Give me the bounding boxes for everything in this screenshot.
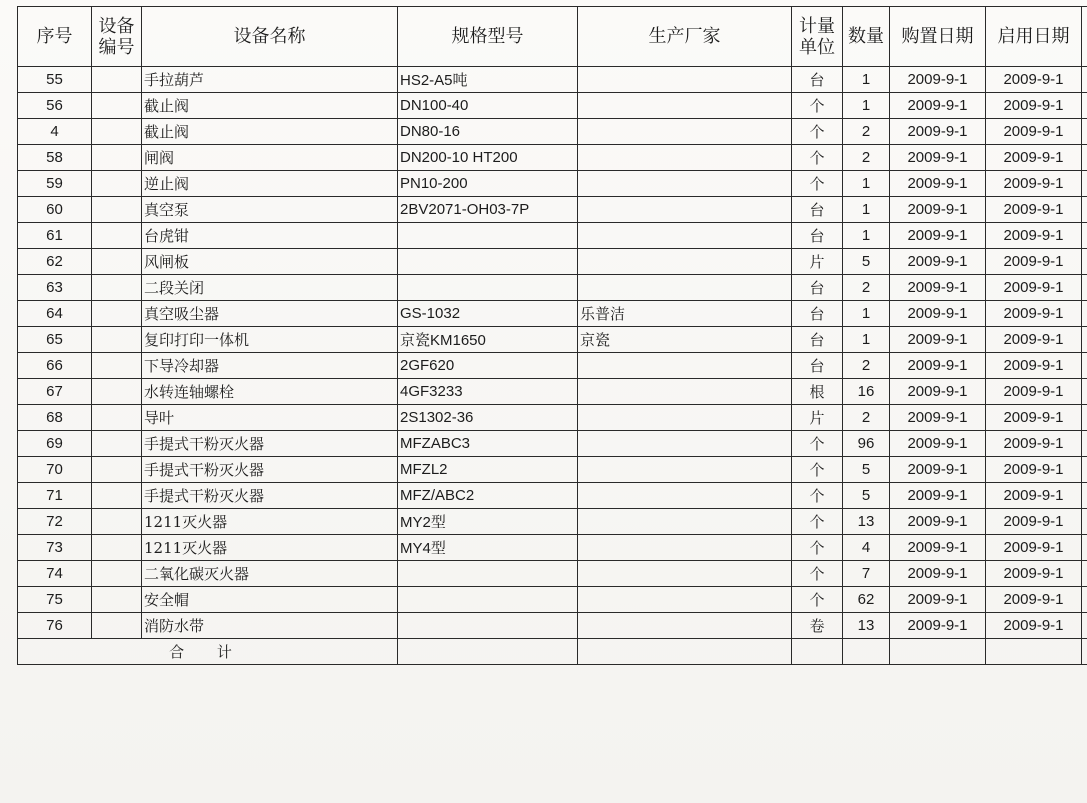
row-maker-cell	[578, 509, 792, 535]
row-cut-cell	[1082, 483, 1087, 509]
row-unit-cell: 根	[792, 379, 843, 405]
header-unit: 计量单位	[792, 7, 843, 67]
row-maker-cell	[578, 275, 792, 301]
table-row	[18, 93, 1087, 119]
row-purchase-date-cell: 2009-9-1	[890, 67, 986, 93]
table-row	[18, 145, 1087, 171]
row-cut-cell	[1082, 171, 1087, 197]
row-model-cell: HS2-A5吨	[398, 67, 578, 93]
row-start-date-cell: 2009-9-1	[986, 223, 1082, 249]
row-cut-cell	[1082, 431, 1087, 457]
row-code-cell	[92, 93, 142, 119]
row-name-cell: 手拉葫芦	[142, 67, 398, 93]
row-name-cell: 1211灭火器	[142, 535, 398, 561]
row-start-date-cell: 2009-9-1	[986, 93, 1082, 119]
row-unit-cell: 个	[792, 561, 843, 587]
row-seq-cell: 63	[18, 275, 92, 301]
row-cut-cell	[1082, 613, 1087, 639]
table-row	[18, 405, 1087, 431]
header-quantity: 数量	[843, 7, 890, 67]
row-start-date-cell: 2009-9-1	[986, 561, 1082, 587]
row-unit-cell: 个	[792, 93, 843, 119]
row-name-cell: 真空泵	[142, 197, 398, 223]
row-name-cell: 消防水带	[142, 613, 398, 639]
row-model-cell	[398, 587, 578, 613]
row-code-cell	[92, 327, 142, 353]
row-cut-cell	[1082, 509, 1087, 535]
row-seq-cell: 70	[18, 457, 92, 483]
row-code-cell	[92, 301, 142, 327]
row-seq-cell: 66	[18, 353, 92, 379]
row-model-cell: MY4型	[398, 535, 578, 561]
row-code-cell	[92, 483, 142, 509]
table-row	[18, 431, 1087, 457]
table-body	[18, 67, 1087, 665]
row-unit-cell: 台	[792, 67, 843, 93]
row-qty-cell: 2	[843, 119, 890, 145]
row-unit-cell: 个	[792, 431, 843, 457]
row-model-cell: DN100-40	[398, 93, 578, 119]
row-qty-cell: 4	[843, 535, 890, 561]
row-maker-cell	[578, 457, 792, 483]
table-row	[18, 67, 1087, 93]
total-row	[18, 639, 1087, 665]
row-code-cell	[92, 171, 142, 197]
row-qty-cell: 62	[843, 587, 890, 613]
row-unit-cell: 卷	[792, 613, 843, 639]
row-cut-cell	[1082, 327, 1087, 353]
row-name-cell: 导叶	[142, 405, 398, 431]
total-unit-cell	[792, 639, 843, 665]
row-qty-cell: 13	[843, 509, 890, 535]
row-unit-cell: 个	[792, 535, 843, 561]
row-purchase-date-cell: 2009-9-1	[890, 483, 986, 509]
row-maker-cell	[578, 145, 792, 171]
row-code-cell	[92, 197, 142, 223]
row-unit-cell: 个	[792, 457, 843, 483]
row-qty-cell: 7	[843, 561, 890, 587]
row-code-cell	[92, 613, 142, 639]
table-row	[18, 353, 1087, 379]
row-seq-cell: 58	[18, 145, 92, 171]
table-row	[18, 275, 1087, 301]
equipment-inventory-table	[17, 6, 1087, 665]
row-model-cell: 京瓷KM1650	[398, 327, 578, 353]
row-cut-cell	[1082, 275, 1087, 301]
row-purchase-date-cell: 2009-9-1	[890, 613, 986, 639]
row-seq-cell: 73	[18, 535, 92, 561]
row-maker-cell	[578, 93, 792, 119]
row-code-cell	[92, 275, 142, 301]
row-cut-cell	[1082, 587, 1087, 613]
row-model-cell: MFZABC3	[398, 431, 578, 457]
row-purchase-date-cell: 2009-9-1	[890, 327, 986, 353]
row-name-cell: 水转连轴螺栓	[142, 379, 398, 405]
row-maker-cell	[578, 535, 792, 561]
row-seq-cell: 59	[18, 171, 92, 197]
row-seq-cell: 64	[18, 301, 92, 327]
row-unit-cell: 个	[792, 119, 843, 145]
row-purchase-date-cell: 2009-9-1	[890, 197, 986, 223]
row-code-cell	[92, 353, 142, 379]
row-qty-cell: 1	[843, 327, 890, 353]
row-maker-cell	[578, 613, 792, 639]
table-row	[18, 249, 1087, 275]
row-cut-cell	[1082, 197, 1087, 223]
row-code-cell	[92, 561, 142, 587]
row-maker-cell	[578, 561, 792, 587]
row-qty-cell: 2	[843, 145, 890, 171]
row-seq-cell: 60	[18, 197, 92, 223]
row-start-date-cell: 2009-9-1	[986, 613, 1082, 639]
total-start-cell	[986, 639, 1082, 665]
row-start-date-cell: 2009-9-1	[986, 301, 1082, 327]
row-cut-cell	[1082, 145, 1087, 171]
row-start-date-cell: 2009-9-1	[986, 483, 1082, 509]
table-row	[18, 119, 1087, 145]
row-model-cell	[398, 249, 578, 275]
row-maker-cell	[578, 223, 792, 249]
row-maker-cell: 京瓷	[578, 327, 792, 353]
row-maker-cell	[578, 431, 792, 457]
row-unit-cell: 台	[792, 197, 843, 223]
row-model-cell	[398, 561, 578, 587]
row-seq-cell: 65	[18, 327, 92, 353]
row-seq-cell: 56	[18, 93, 92, 119]
row-name-cell: 截止阀	[142, 119, 398, 145]
row-maker-cell	[578, 197, 792, 223]
row-seq-cell: 68	[18, 405, 92, 431]
row-code-cell	[92, 67, 142, 93]
row-start-date-cell: 2009-9-1	[986, 353, 1082, 379]
row-model-cell: MY2型	[398, 509, 578, 535]
row-code-cell	[92, 249, 142, 275]
row-start-date-cell: 2009-9-1	[986, 171, 1082, 197]
row-cut-cell	[1082, 379, 1087, 405]
row-name-cell: 真空吸尘器	[142, 301, 398, 327]
row-cut-cell	[1082, 93, 1087, 119]
row-purchase-date-cell: 2009-9-1	[890, 93, 986, 119]
row-seq-cell: 76	[18, 613, 92, 639]
row-seq-cell: 67	[18, 379, 92, 405]
header-cut-column	[1082, 7, 1087, 67]
row-purchase-date-cell: 2009-9-1	[890, 431, 986, 457]
row-purchase-date-cell: 2009-9-1	[890, 249, 986, 275]
row-code-cell	[92, 145, 142, 171]
row-purchase-date-cell: 2009-9-1	[890, 119, 986, 145]
row-model-cell: 4GF3233	[398, 379, 578, 405]
row-name-cell: 二氧化碳灭火器	[142, 561, 398, 587]
row-purchase-date-cell: 2009-9-1	[890, 275, 986, 301]
table-row	[18, 509, 1087, 535]
row-cut-cell	[1082, 301, 1087, 327]
row-qty-cell: 1	[843, 301, 890, 327]
row-qty-cell: 2	[843, 275, 890, 301]
table-row	[18, 587, 1087, 613]
table-row	[18, 171, 1087, 197]
row-purchase-date-cell: 2009-9-1	[890, 587, 986, 613]
row-cut-cell	[1082, 67, 1087, 93]
row-purchase-date-cell: 2009-9-1	[890, 457, 986, 483]
row-model-cell	[398, 275, 578, 301]
row-unit-cell: 个	[792, 509, 843, 535]
header-start-date: 启用日期	[986, 7, 1082, 67]
row-qty-cell: 5	[843, 457, 890, 483]
row-maker-cell	[578, 171, 792, 197]
row-purchase-date-cell: 2009-9-1	[890, 171, 986, 197]
row-seq-cell: 62	[18, 249, 92, 275]
total-label: 合 计	[18, 639, 398, 665]
row-model-cell: GS-1032	[398, 301, 578, 327]
row-unit-cell: 台	[792, 327, 843, 353]
row-qty-cell: 2	[843, 353, 890, 379]
row-qty-cell: 5	[843, 249, 890, 275]
total-model-cell	[398, 639, 578, 665]
header-equipment-name: 设备名称	[142, 7, 398, 67]
row-start-date-cell: 2009-9-1	[986, 457, 1082, 483]
row-model-cell: 2S1302-36	[398, 405, 578, 431]
row-start-date-cell: 2009-9-1	[986, 119, 1082, 145]
row-purchase-date-cell: 2009-9-1	[890, 301, 986, 327]
row-name-cell: 复印打印一体机	[142, 327, 398, 353]
row-start-date-cell: 2009-9-1	[986, 379, 1082, 405]
row-maker-cell	[578, 119, 792, 145]
table-row	[18, 379, 1087, 405]
table-row	[18, 535, 1087, 561]
row-model-cell	[398, 223, 578, 249]
row-qty-cell: 1	[843, 67, 890, 93]
row-name-cell: 逆止阀	[142, 171, 398, 197]
row-maker-cell	[578, 379, 792, 405]
row-seq-cell: 69	[18, 431, 92, 457]
row-name-cell: 手提式干粉灭火器	[142, 483, 398, 509]
row-unit-cell: 个	[792, 483, 843, 509]
header-purchase-date: 购置日期	[890, 7, 986, 67]
row-seq-cell: 71	[18, 483, 92, 509]
row-seq-cell: 61	[18, 223, 92, 249]
row-name-cell: 二段关闭	[142, 275, 398, 301]
row-name-cell: 1211灭火器	[142, 509, 398, 535]
row-maker-cell	[578, 587, 792, 613]
row-cut-cell	[1082, 249, 1087, 275]
row-name-cell: 闸阀	[142, 145, 398, 171]
row-code-cell	[92, 509, 142, 535]
row-code-cell	[92, 431, 142, 457]
table-row	[18, 613, 1087, 639]
table-row	[18, 223, 1087, 249]
row-unit-cell: 台	[792, 301, 843, 327]
row-start-date-cell: 2009-9-1	[986, 197, 1082, 223]
row-cut-cell	[1082, 405, 1087, 431]
row-start-date-cell: 2009-9-1	[986, 405, 1082, 431]
row-unit-cell: 台	[792, 353, 843, 379]
row-seq-cell: 72	[18, 509, 92, 535]
row-model-cell: DN80-16	[398, 119, 578, 145]
row-seq-cell: 74	[18, 561, 92, 587]
row-purchase-date-cell: 2009-9-1	[890, 405, 986, 431]
total-qty-cell	[843, 639, 890, 665]
row-purchase-date-cell: 2009-9-1	[890, 561, 986, 587]
row-start-date-cell: 2009-9-1	[986, 509, 1082, 535]
row-maker-cell: 乐普洁	[578, 301, 792, 327]
row-name-cell: 截止阀	[142, 93, 398, 119]
table-row	[18, 301, 1087, 327]
total-cut-cell	[1082, 639, 1087, 665]
row-purchase-date-cell: 2009-9-1	[890, 509, 986, 535]
row-seq-cell: 75	[18, 587, 92, 613]
row-maker-cell	[578, 405, 792, 431]
row-name-cell: 台虎钳	[142, 223, 398, 249]
row-name-cell: 手提式干粉灭火器	[142, 431, 398, 457]
row-code-cell	[92, 535, 142, 561]
row-start-date-cell: 2009-9-1	[986, 587, 1082, 613]
table-row	[18, 197, 1087, 223]
row-maker-cell	[578, 67, 792, 93]
row-qty-cell: 5	[843, 483, 890, 509]
table-header	[18, 7, 1087, 67]
row-model-cell: 2BV2071-OH03-7P	[398, 197, 578, 223]
row-model-cell: MFZL2	[398, 457, 578, 483]
row-purchase-date-cell: 2009-9-1	[890, 145, 986, 171]
row-code-cell	[92, 119, 142, 145]
row-unit-cell: 台	[792, 275, 843, 301]
row-unit-cell: 片	[792, 249, 843, 275]
header-equipment-code: 设备编号	[92, 7, 142, 67]
row-start-date-cell: 2009-9-1	[986, 145, 1082, 171]
row-maker-cell	[578, 353, 792, 379]
table-row	[18, 483, 1087, 509]
row-purchase-date-cell: 2009-9-1	[890, 535, 986, 561]
row-start-date-cell: 2009-9-1	[986, 431, 1082, 457]
row-code-cell	[92, 457, 142, 483]
row-qty-cell: 1	[843, 171, 890, 197]
row-maker-cell	[578, 249, 792, 275]
row-qty-cell: 1	[843, 223, 890, 249]
row-purchase-date-cell: 2009-9-1	[890, 379, 986, 405]
row-maker-cell	[578, 483, 792, 509]
row-unit-cell: 个	[792, 171, 843, 197]
row-model-cell: MFZ/ABC2	[398, 483, 578, 509]
row-qty-cell: 96	[843, 431, 890, 457]
total-purchase-cell	[890, 639, 986, 665]
row-name-cell: 风闸板	[142, 249, 398, 275]
row-unit-cell: 台	[792, 223, 843, 249]
row-start-date-cell: 2009-9-1	[986, 535, 1082, 561]
header-model-spec: 规格型号	[398, 7, 578, 67]
row-purchase-date-cell: 2009-9-1	[890, 223, 986, 249]
row-cut-cell	[1082, 561, 1087, 587]
table-row	[18, 561, 1087, 587]
row-cut-cell	[1082, 223, 1087, 249]
row-seq-cell: 4	[18, 119, 92, 145]
header-manufacturer: 生产厂家	[578, 7, 792, 67]
row-purchase-date-cell: 2009-9-1	[890, 353, 986, 379]
row-model-cell	[398, 613, 578, 639]
row-model-cell: PN10-200	[398, 171, 578, 197]
row-code-cell	[92, 587, 142, 613]
table-row	[18, 457, 1087, 483]
row-start-date-cell: 2009-9-1	[986, 275, 1082, 301]
row-unit-cell: 个	[792, 145, 843, 171]
row-unit-cell: 个	[792, 587, 843, 613]
row-qty-cell: 1	[843, 93, 890, 119]
row-start-date-cell: 2009-9-1	[986, 327, 1082, 353]
row-cut-cell	[1082, 353, 1087, 379]
row-seq-cell: 55	[18, 67, 92, 93]
row-model-cell: 2GF620	[398, 353, 578, 379]
row-name-cell: 手提式干粉灭火器	[142, 457, 398, 483]
row-name-cell: 安全帽	[142, 587, 398, 613]
row-code-cell	[92, 379, 142, 405]
row-model-cell: DN200-10 HT200	[398, 145, 578, 171]
table-row	[18, 327, 1087, 353]
row-unit-cell: 片	[792, 405, 843, 431]
row-name-cell: 下导冷却器	[142, 353, 398, 379]
row-cut-cell	[1082, 457, 1087, 483]
header-seq: 序号	[18, 7, 92, 67]
row-cut-cell	[1082, 535, 1087, 561]
row-qty-cell: 16	[843, 379, 890, 405]
row-qty-cell: 1	[843, 197, 890, 223]
row-start-date-cell: 2009-9-1	[986, 67, 1082, 93]
row-qty-cell: 13	[843, 613, 890, 639]
row-code-cell	[92, 405, 142, 431]
row-code-cell	[92, 223, 142, 249]
row-start-date-cell: 2009-9-1	[986, 249, 1082, 275]
row-qty-cell: 2	[843, 405, 890, 431]
row-cut-cell	[1082, 119, 1087, 145]
total-maker-cell	[578, 639, 792, 665]
